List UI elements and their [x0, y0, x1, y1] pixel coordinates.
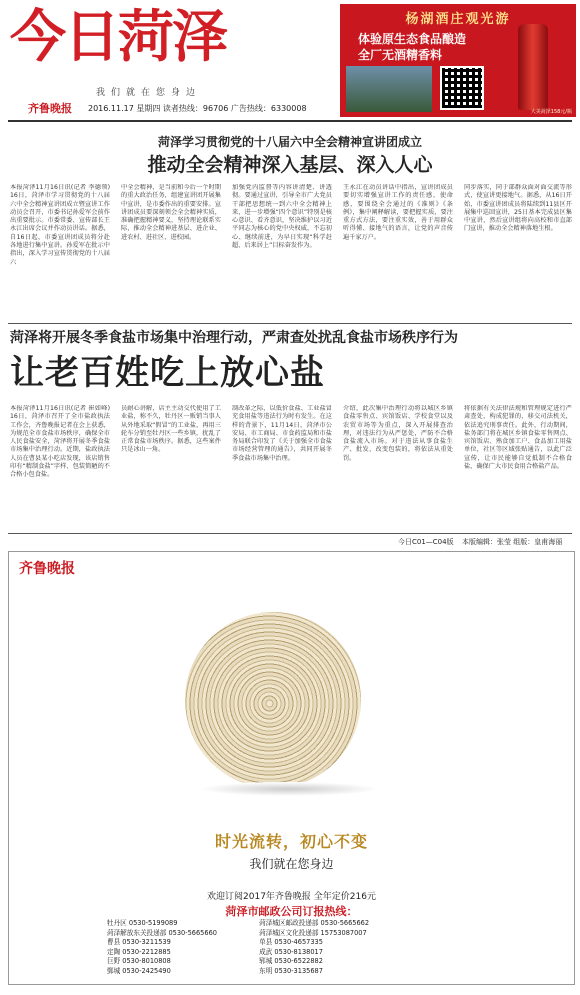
hotline-entry[interactable]: 鄄城 0530-2425490	[107, 966, 171, 975]
hotline-entry[interactable]: 菏泽城区邮政投递部 0530-5665662	[259, 919, 370, 927]
hotline-entry[interactable]: 牡丹区 0530-5199089	[107, 919, 178, 927]
story2-column-3: 制改革之际，以低价食盐、工业盐冒充食用盐等违法行为时有发生。在这样的背景下，11月14日，菏泽市公安局、市工商局、市食药监局和市盐务局联合印发了《关于加强全市食盐市场经营管理的通告》，共同开展冬季食盐市场集中治理。	[232, 405, 332, 462]
story2-column-5: 将依据有关法律法规和管理规定进行严肃查处，构成犯罪的，移交司法机关，依法追究刑事责任。此外，行动期间，盐务部门将在城区乡镇食盐零售网点、宾馆饭店、熟食加工户、食品加工用盐单位，社区等区域张贴通告，以此广泛宣传，让市民能够自觉抵制不合格食盐，确保广大市民食用合格盐产品。	[464, 405, 572, 471]
hotline-list	[107, 919, 487, 976]
masthead-rule	[8, 120, 572, 122]
ad-brand: 齐鲁晚报	[19, 561, 75, 577]
hotline-entry[interactable]: 东明 0530-3135687	[259, 966, 323, 975]
hotline-entry[interactable]: 菏泽解放东关投递部 0530-5665660	[107, 928, 217, 937]
hotline-row	[107, 919, 487, 929]
story2-kicker: 菏泽将开展冬季食盐市场集中治理行动，严肃查处扰乱食盐市场秩序行为	[10, 330, 458, 346]
hotline-entry[interactable]: 巨野 0530-8010808	[107, 957, 171, 965]
ad-line-1: 体验原生态食品酿造	[358, 32, 467, 46]
date-bar	[0, 100, 580, 118]
hotline-entry[interactable]: 定陶 0530-2212885	[107, 947, 171, 956]
hotline-entry[interactable]: 曹县 0530-3211539	[107, 938, 171, 946]
ad-slogan-main: 时光流转，初心不变	[214, 832, 368, 851]
story1-column-3: 加强党内监督等内容讲清楚、讲透彻。要通过宣讲，引导全市广大党员干部把思想统一到六中全会精神上来，进一步增强“四个意识”特别是核心意识、看齐意识，坚决维护以习近平同志为核心的党中央权威，不忘初心、继续前进，为早日实现“科学赶超、后来居上”目标奋发作为。	[232, 184, 332, 250]
hotline-row	[107, 948, 487, 958]
liquor-bottle-icon	[518, 24, 548, 110]
section-rule	[8, 323, 572, 324]
page-index: 今日C01—C04版	[398, 538, 454, 546]
subscription-price: 欢迎订阅2017年齐鲁晚报 全年定价216元	[207, 892, 376, 902]
reader-hotline: 读者热线：96706	[162, 104, 229, 113]
story1-headline[interactable]: 推动全会精神深入基层、深入人心	[147, 154, 433, 176]
subscription-advertisement[interactable]	[8, 551, 575, 985]
ad-small-print: 大美菏泽158元/瓶	[530, 109, 572, 115]
story2-column-4: 介绍，此次集中治理行动将以城区乡镇食盐零售点、宾馆饭店、学校食堂以及农贸市场等为重点，深入开展排查治理，对违法行为从严惩处，严防不合格食盐流入市场。对于违法从事食盐生产、批发、改变包装的，将依法从重处罚。	[343, 405, 453, 462]
hotline-row	[107, 929, 487, 939]
paper-roll-icon	[185, 612, 361, 788]
issue-date: 2016.11.17	[88, 104, 134, 113]
dateline	[88, 103, 307, 114]
story2-column-2: 员耐心讲解，店主主动交代使用了工业盐，称不久，牡丹区一贩销当事人从外地采取“假冒”的工业盐，再用三轮车分销至牡丹区一些乡镇，扰乱了正常食盐市场秩序。据悉，这些案件只是冰山一角。	[121, 405, 221, 454]
story2-headline[interactable]: 让老百姓吃上放心盐	[10, 353, 325, 393]
roll-shadow	[199, 782, 379, 796]
hotline-row	[107, 938, 487, 948]
hotline-entry[interactable]: 郓城 0530-6522882	[259, 957, 323, 965]
story1-column-1: 本报菏泽11月16日讯(记者 李德领) 16日，菏泽市学习贯彻党的十八届六中全会精神宣讲团成立暨宣讲工作动员会召开，市委书记孙爱军会前作出重要批示。市委常委、宣传部长王永江出席会议并作动员讲话。据悉，自16日起，市委宣讲团成员将分赴各地进行集中宣讲。孙爱军在批示中指出，深入学习宣传贯彻党的十八届六	[10, 184, 110, 266]
hotline-entry[interactable]: 成武 0530-8138017	[259, 947, 323, 956]
ad-line-2: 全厂无酒精香料	[358, 48, 443, 62]
issue-weekday: 星期四	[136, 104, 161, 113]
story1-column-5: 同步落实，同于部群众面对面交流等形式，使宣讲更接地气。据悉，从16日开始，市委宣讲团成员将陆续到11县区开展集中巡回宣讲，25日基本完成县区集中宣讲，然后宣讲组将向高校和市直部门宣讲，推动全会精神落地生根。	[464, 184, 572, 233]
masthead-slogan: 我们就在您身边	[96, 88, 202, 98]
editor-credits: 本版编辑：张莹 组版：皇甫海丽	[462, 538, 563, 546]
hotline-row	[107, 957, 487, 967]
story1-column-2: 中全会精神，是当前和今后一个时期的重大政治任务，组建宣讲团开展集中宣讲，是市委作出的重要安排。宣讲团成员要深刻领会全会精神实质，准确把握精神要义，坚持理论联系实际，推动全会精神进基层、进企业、进农村、进社区、进校园。	[121, 184, 221, 241]
hotline-entry[interactable]: 单县 0530-4657335	[259, 938, 323, 946]
ad-slogan-sub: 我们就在您身边	[249, 857, 334, 871]
hotline-entry[interactable]: 菏泽城区文化投递部 15753087007	[259, 928, 367, 937]
story2-column-1: 本报菏泽11月16日讯(记者 崔如峰) 16日，菏泽市召开了全市盐政执法工作会，齐鲁晚报记者在会上获悉，为规范全市食盐市场秩序，确保全市人民食盐安全，菏泽将开展冬季食盐市场集中治理行动。近期，盐政执法人员在曹县某小吃店发现，该店销售印有“精制食盐”字样、包装简陋的不合格小包食盐。	[10, 405, 110, 479]
hotline-row	[107, 967, 487, 977]
brand-small: 齐鲁晚报	[28, 102, 72, 115]
hotline-title: 菏泽市邮政公司订报热线：	[225, 905, 358, 918]
ad-hotline: 广告热线：6330008	[230, 104, 307, 113]
footer-rule	[8, 533, 572, 534]
ad-title: 杨湖酒庄观光游	[405, 12, 511, 27]
newspaper-logo: 今日菏泽	[10, 5, 226, 70]
story1-kicker: 菏泽学习贯彻党的十八届六中全会精神宣讲团成立	[157, 135, 422, 149]
story1-column-4: 王永江在动员讲话中指出，宣讲团成员要切实增强宣讲工作的责任感，使命感，要围绕全会通过的《准则》《条例》，集中阐释解读，要把握实质，要注重方式方法，要注重实效，善于用群众听得懂、接地气的语言，让党的声音传遍千家万户。	[343, 184, 453, 241]
